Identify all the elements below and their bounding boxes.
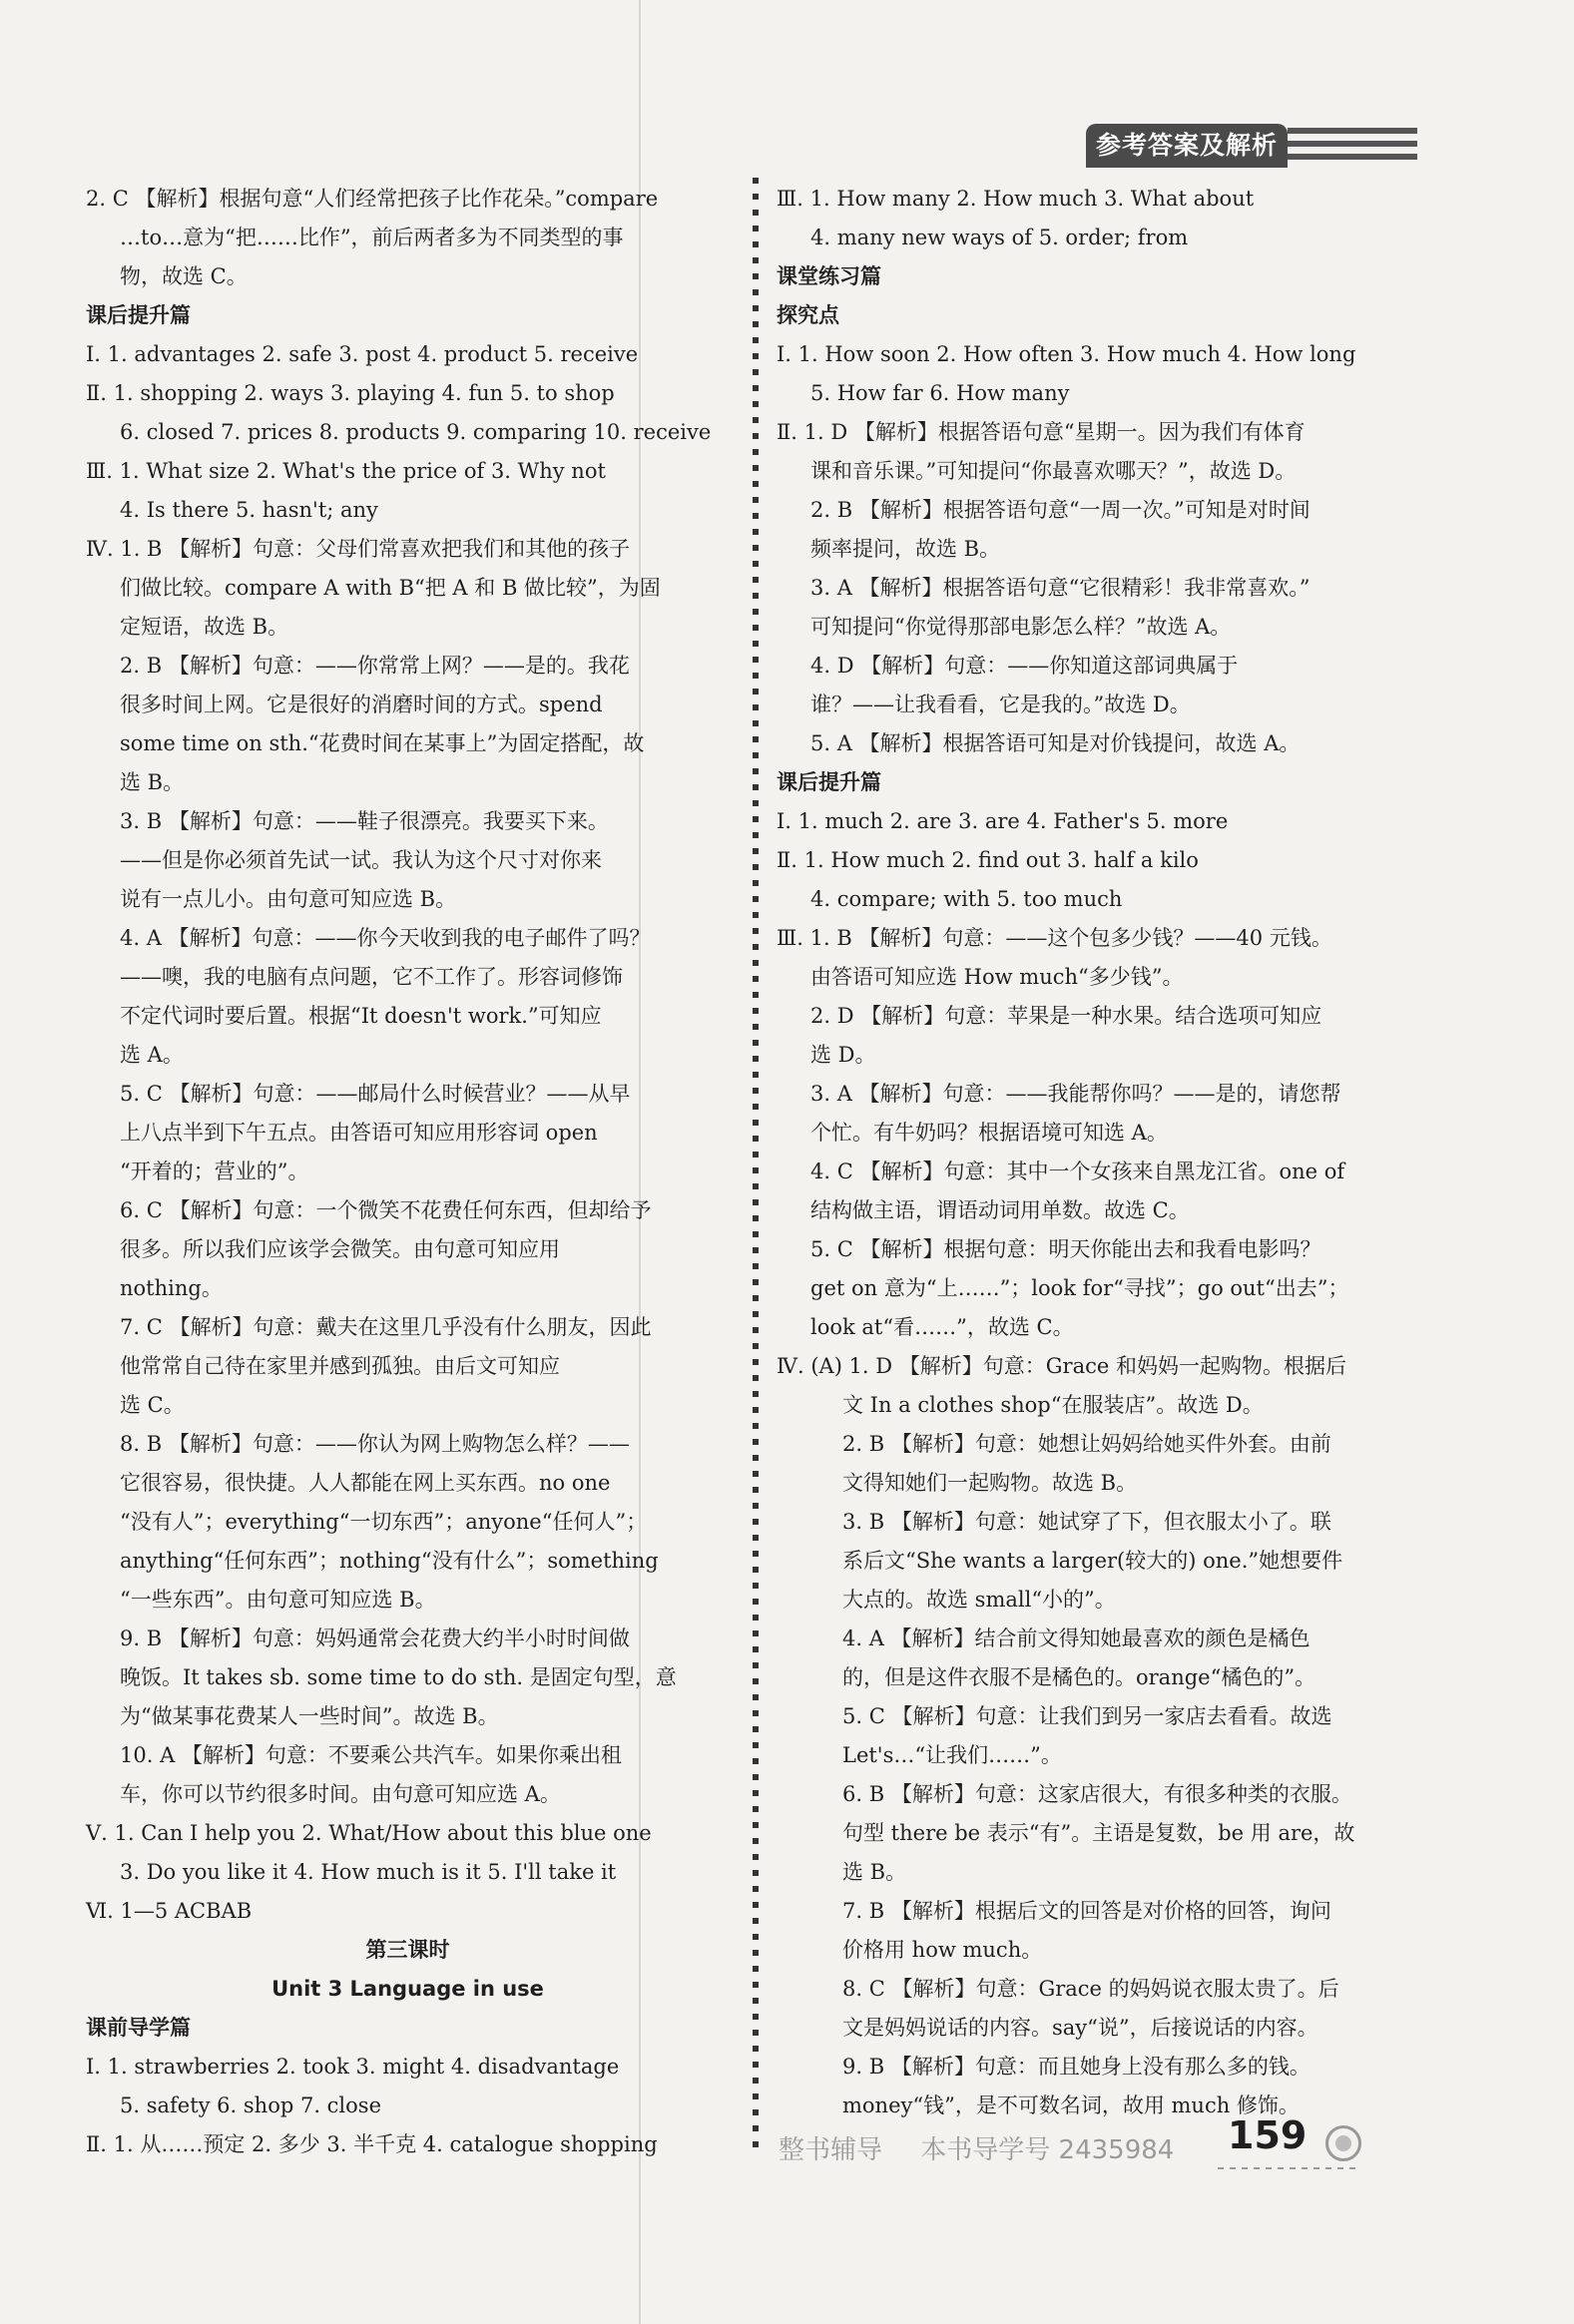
answer-line: money“钱”，是不可数名词，故用 much 修饰。: [842, 2093, 1300, 2117]
answer-line: 课后提升篇: [777, 770, 881, 794]
page-circle-icon: [1325, 2125, 1361, 2161]
page-number: 159: [1228, 2113, 1308, 2157]
footer: [779, 2129, 1204, 2166]
footer-dash: [1218, 2167, 1357, 2169]
answer-line: Ⅱ. 1. shopping 2. ways 3. playing 4. fun 5. to shop: [86, 381, 615, 405]
answer-line: 不定代词时要后置。根据“It doesn't work.”可知应: [120, 1004, 602, 1028]
answer-line: 大点的。故选 small“小的”。: [842, 1588, 1116, 1612]
answer-line: 3. B 【解析】句意：她试穿了下，但衣服太小了。联: [842, 1510, 1331, 1534]
answer-line: 2. D 【解析】句意：苹果是一种水果。结合选项可知应: [810, 1004, 1322, 1028]
answer-line: Ⅲ. 1. B 【解析】句意：——这个包多少钱？——40 元钱。: [777, 926, 1332, 950]
answer-line: 5. How far 6. How many: [810, 381, 1070, 405]
answer-line: Ⅳ. 1. B 【解析】句意：父母们常喜欢把我们和其他的孩子: [86, 537, 631, 561]
answer-line: 5. C 【解析】根据句意：明天你能出去和我看电影吗？: [810, 1237, 1321, 1261]
answer-line: look at“看……”，故选 C。: [810, 1315, 1074, 1339]
answer-line: 5. C 【解析】句意：让我们到另一家店去看看。故选: [842, 1704, 1332, 1728]
answer-line: 9. B 【解析】句意：妈妈通常会花费大约半小时时间做: [120, 1627, 630, 1650]
answer-line: 3. Do you like it 4. How much is it 5. I'll take it: [120, 1860, 617, 1884]
answer-line: 4. compare; with 5. too much: [810, 887, 1123, 911]
answer-line: 6. closed 7. prices 8. products 9. comparing 10. receive: [120, 420, 712, 444]
answer-line: 8. C 【解析】句意：Grace 的妈妈说衣服太贵了。后: [842, 1977, 1339, 2001]
answer-line: “一些东西”。由句意可知应选 B。: [120, 1588, 436, 1612]
answer-line: 物，故选 C。: [120, 264, 248, 288]
answer-line: 课和音乐课。”可知提问“你最喜欢哪天？”，故选 D。: [810, 459, 1297, 483]
answer-line: 选 B。: [842, 1860, 907, 1884]
answer-line: 第三课时: [365, 1938, 450, 1962]
answer-line: 3. A 【解析】根据答语句意“它很精彩！我非常喜欢。”: [810, 576, 1311, 600]
answer-line: 2. B 【解析】句意：——你常常上网？——是的。我花: [120, 654, 630, 678]
header-stripes: [1288, 128, 1417, 167]
answer-line: 频率提问，故选 B。: [810, 537, 1001, 561]
answer-line: 选 C。: [120, 1393, 185, 1417]
answer-line: 价格用 how much。: [842, 1938, 1043, 1962]
answer-line: 系后文“She wants a larger(较大的) one.”她想要件: [842, 1549, 1343, 1573]
answer-line: nothing。: [120, 1276, 223, 1300]
answer-line: 3. A 【解析】句意：——我能帮你吗？——是的，请您帮: [810, 1082, 1341, 1106]
answer-line: Ⅴ. 1. Can I help you 2. What/How about this blue one: [86, 1821, 652, 1845]
right-column: [777, 180, 1425, 2125]
answer-line: 5. C 【解析】句意：——邮局什么时候营业？——从早: [120, 1082, 631, 1106]
answer-line: 9. B 【解析】句意：而且她身上没有那么多的钱。: [842, 2055, 1311, 2079]
answer-line: Ⅰ. 1. advantages 2. safe 3. post 4. product 5. receive: [86, 342, 639, 366]
answer-line: Ⅲ. 1. What size 2. What's the price of 3. Why not: [86, 459, 606, 483]
footer-code: 本书导学号 2435984: [920, 2135, 1175, 2165]
answer-line: 7. C 【解析】句意：戴夫在这里几乎没有什么朋友，因此: [120, 1315, 652, 1339]
answer-line: Let's…“让我们……”。: [842, 1743, 1062, 1767]
answer-line: 它很容易，很快捷。人人都能在网上买东西。no one: [120, 1471, 611, 1495]
answer-line: 课后提升篇: [86, 303, 191, 327]
answer-line: 课前导学篇: [86, 2016, 191, 2040]
answer-line: 很多时间上网。它是很好的消磨时间的方式。spend: [120, 693, 603, 716]
answer-line: 个忙。有牛奶吗？根据语境可知选 A。: [810, 1121, 1168, 1145]
answer-line: 车，你可以节约很多时间。由句意可知应选 A。: [120, 1782, 561, 1806]
answer-line: “开着的；营业的”。: [120, 1160, 309, 1183]
answer-line: “没有人”；everything“一切东西”；anyone“任何人”；: [120, 1510, 648, 1534]
answer-line: 结构做主语，谓语动词用单数。故选 C。: [810, 1198, 1190, 1222]
answer-line: Ⅳ. (A) 1. D 【解析】句意：Grace 和妈妈一起购物。根据后: [777, 1354, 1346, 1378]
answer-line: 谁？——让我看看，它是我的。”故选 D。: [810, 693, 1191, 716]
answer-line: 4. many new ways of 5. order; from: [810, 226, 1189, 249]
answer-line: Ⅰ. 1. strawberries 2. took 3. might 4. disadvantage: [86, 2055, 620, 2079]
answer-line: 们做比较。compare A with B“把 A 和 B 做比较”，为固: [120, 576, 661, 600]
answer-line: Ⅱ. 1. D 【解析】根据答语句意“星期一。因为我们有体育: [777, 420, 1306, 444]
answer-line: 4. A 【解析】结合前文得知她最喜欢的颜色是橘色: [842, 1627, 1311, 1650]
answer-line: Ⅱ. 1. How much 2. find out 3. half a kilo: [777, 848, 1199, 872]
left-column: [86, 180, 730, 2164]
answer-line: 文 In a clothes shop“在服装店”。故选 D。: [842, 1393, 1264, 1417]
answer-line: 4. D 【解析】句意：——你知道这部词典属于: [810, 654, 1239, 678]
answer-line: 2. B 【解析】句意：她想让妈妈给她买件外套。由前: [842, 1432, 1331, 1456]
answer-line: 课堂练习篇: [777, 264, 881, 288]
answer-line: 4. Is there 5. hasn't; any: [120, 498, 378, 522]
answer-line: ——噢，我的电脑有点问题，它不工作了。形容词修饰: [120, 965, 623, 989]
answer-line: 5. safety 6. shop 7. close: [120, 2093, 381, 2117]
answer-line: Ⅰ. 1. How soon 2. How often 3. How much 4. How long: [777, 342, 1356, 366]
answer-line: 文是妈妈说话的内容。say“说”，后接说话的内容。: [842, 2016, 1318, 2040]
answer-line: Ⅰ. 1. much 2. are 3. are 4. Father's 5. more: [777, 809, 1229, 833]
answer-line: Ⅲ. 1. How many 2. How much 3. What about: [777, 187, 1255, 211]
answer-line: Ⅱ. 1. 从……预定 2. 多少 3. 半千克 4. catalogue shopping: [86, 2132, 658, 2156]
answer-line: some time on sth.“花费时间在某事上”为固定搭配，故: [120, 731, 645, 755]
answer-line: 探究点: [777, 303, 839, 327]
answer-line: 可知提问“你觉得那部电影怎么样？”故选 A。: [810, 615, 1232, 639]
answer-line: 晚饭。It takes sb. some time to do sth. 是固定句型，意: [120, 1665, 677, 1689]
answer-line: 选 B。: [120, 770, 185, 794]
answer-line: 选 A。: [120, 1043, 184, 1067]
answer-line: 2. C 【解析】根据句意“人们经常把孩子比作花朵。”compare: [86, 187, 659, 211]
answer-line: 5. A 【解析】根据答语可知是对价钱提问，故选 A。: [810, 731, 1301, 755]
answer-line: 4. C 【解析】句意：其中一个女孩来自黑龙江省。one of: [810, 1160, 1345, 1183]
answer-line: anything“任何东西”；nothing“没有什么”；something: [120, 1549, 659, 1573]
answer-line: 说有一点儿小。由句意可知应选 B。: [120, 887, 457, 911]
answer-line: 选 D。: [810, 1043, 876, 1067]
answer-line: 由答语可知应选 How much“多少钱”。: [810, 965, 1184, 989]
answer-line: 8. B 【解析】句意：——你认为网上购物怎么样？——: [120, 1432, 630, 1456]
answer-line: 为“做某事花费某人一些时间”。故选 B。: [120, 1704, 499, 1728]
answer-line: 10. A 【解析】句意：不要乘公共汽车。如果你乘出租: [120, 1743, 622, 1767]
answer-line: 定短语，故选 B。: [120, 615, 289, 639]
answer-line: 2. B 【解析】根据答语句意“一周一次。”可知是对时间: [810, 498, 1311, 522]
answer-line: ——但是你必须首先试一试。我认为这个尺寸对你来: [120, 848, 602, 872]
answer-line: Ⅵ. 1—5 ACBAB: [86, 1899, 253, 1923]
answer-line: 6. B 【解析】句意：这家店很大，有很多种类的衣服。: [842, 1782, 1352, 1806]
answer-line: 他常常自己待在家里并感到孤独。由后文可知应: [120, 1354, 560, 1378]
answer-line: …to…意为“把……比作”，前后两者多为不同类型的事: [120, 226, 624, 249]
answer-line: 文得知她们一起购物。故选 B。: [842, 1471, 1138, 1495]
answer-line: 3. B 【解析】句意：——鞋子很漂亮。我要买下来。: [120, 809, 609, 833]
footer-brand: 整书辅导: [779, 2135, 883, 2165]
answer-line: 7. B 【解析】根据后文的回答是对价格的回答，询问: [842, 1899, 1331, 1923]
answer-line: 4. A 【解析】句意：——你今天收到我的电子邮件了吗？: [120, 926, 651, 950]
answer-line: 句型 there be 表示“有”。主语是复数，be 用 are，故: [842, 1821, 1355, 1845]
column-divider: [753, 178, 759, 2148]
answer-line: 上八点半到下午五点。由答语可知应用形容词 open: [120, 1121, 598, 1145]
answer-line: get on 意为“上……”；look for“寻找”；go out“出去”；: [810, 1276, 1349, 1300]
answer-line: 的，但是这件衣服不是橘色的。orange“橘色的”。: [842, 1665, 1316, 1689]
answer-line: 很多。所以我们应该学会微笑。由句意可知应用: [120, 1237, 560, 1261]
header-title: 参考答案及解析: [1086, 124, 1288, 168]
answer-line: Unit 3 Language in use: [271, 1977, 544, 2001]
answer-line: 6. C 【解析】句意：一个微笑不花费任何东西，但却给予: [120, 1198, 652, 1222]
